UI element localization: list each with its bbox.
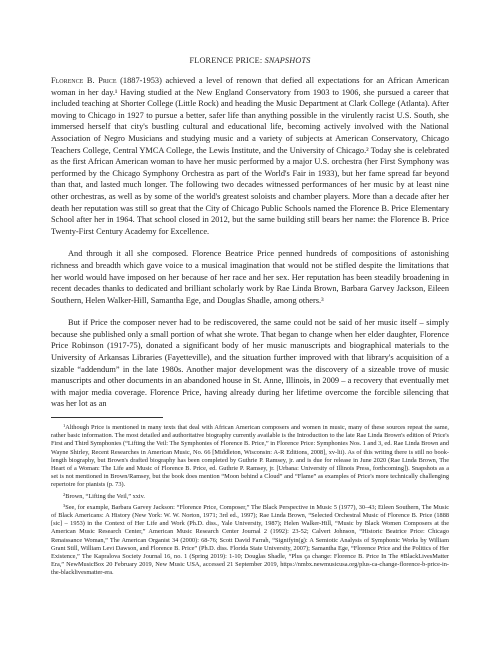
footnote-3 — [51, 502, 449, 578]
paragraph-1-text: (1887-1953) achieved a level of renown that defied all expectations for an African American woman in her day.¹ Having studied at the New England Conservatory from 1903 to 1906, she pursued a career that included teaching at Shorter College (Little Rock) and heading the Music Department at Clark College (Atlanta). After moving to Chicago in 1927 to pursue a better, safer life than anything possible in the virulently racist U.S. South, she immersed herself that city's bustling cultural and educational life, becoming actively involved with the National Association of Negro Musicians and studying music and a variety of subjects at American Conservatory, Chicago Teachers College, Central YMCA College, the Lewis Institute, and the University of Chicago.² Today she is celebrated as the first African American woman to have her music performed by a major U.S. orchestra (her First Symphony was performed by the Chicago Symphony Orchestra as part of the World's Fair in 1933), but her fame spread far beyond than that, and lasted much longer. The following two decades witnessed performances of her music by at least nine other orchestras, as well as by some of the world's greatest soloists and chamber players. More than a decade after her death her reputation was still so great that the City of Chicago Public Schools named the Florence B. Price Elementary School after her in 1964. That school closed in 2012, but the same building still bears her name: the Florence B. Price Twenty-First Century Academy for Excellence. — [51, 76, 450, 236]
body-paragraph-1 — [51, 75, 449, 237]
footnote-1 — [51, 422, 449, 490]
footnote-2-text: Brown, “Lifting the Veil,” xxiv. — [65, 492, 145, 500]
body-paragraph-3 — [51, 317, 449, 410]
paragraph-2-text: And through it all she composed. Florence Beatrice Price penned hundreds of compositions of astonishing richness and breadth which gave voice to a musical imagination that would not be stifled despite the limitations that her world would have imposed on her because of her race and her sex. Her reputation has been steadily broadening in recent decades thanks to dedicated and brilliant scholarly work by Rae Linda Brown, Barbara Garvey Jackson, Eileen Southern, Helen Walker-Hill, Samantha Ege, and Douglas Shadle, among others.³ — [51, 249, 449, 305]
footnote-2 — [51, 491, 449, 501]
paragraph-3-text: But if Price the composer never had to be rediscovered, the same could not be said of her music itself – simply because she published only a small portion of what she wrote. That began to change when her elder daughter, Florence Price Robinson (1917-75), donated a significant body of her music manuscripts and biographical materials to the University of Arkansas Libraries (Fayetteville), and the situation further improved with that library's acquisition of a sizable “addendum” in the late 1980s. Another major development was the discovery of a sizeable trove of music manuscripts and other documents in an abandoned house in St. Anne, Illinois, in 2009 – a recovery that eventually met with major media coverage. Florence Price, having already during her lifetime overcome the forcible silencing that was her lot as an — [51, 318, 449, 409]
header-title: SNAPSHOTS — [264, 56, 311, 65]
footnote-1-text: Although Price is mentioned in many texts that deal with African American composers and women in music, many of these sources repeat the same, rather basic information. The most detailed and authoritative biography currently available is the Introduction to the late Rae Linda Brown's edition of Price's First and Third Symphonies (“Lifting the Veil: The Symphonies of Florence B. Price,” in Florence Price: Symphonies Nos. 1 and 3, ed. Rae Linda Brown and Wayne Shirley, Recent Researches in American Music, No. 66 [Middleton, Wisconsin: A-R Editions, 2008], xv-lii). As of this writing there is still no book-length biography, but Brown's drafted biography has been completed by Guthrie P. Ramsey, jr. and is due for release in June 2020 (Rae Linda Brown, The Heart of a Woman: The Life and Music of Florence B. Price, ed. Guthrie P. Ramsey, jr. [Urbana: University of Illinois Press, forthcoming]). Snapshots as a set is not mentioned in Brown/Ramsey, but the book does mention “Moon behind a Cloud” and “Flame” as examples of Price's more technically challenging repertoire for pianists (p. 73). — [51, 424, 449, 489]
footnote-divider — [51, 417, 163, 418]
footnote-3-marker: 3 — [63, 502, 66, 508]
footnote-1-marker: 1 — [63, 423, 66, 429]
paragraph-lead-name: Florence B. Price — [51, 76, 117, 85]
running-header — [51, 56, 449, 66]
body-paragraph-2 — [51, 248, 449, 306]
header-author: FLORENCE PRICE: — [189, 56, 265, 65]
footnote-2-marker: 2 — [63, 491, 66, 497]
footnote-3-text: See, for example, Barbara Garvey Jackson: “Florence Price, Composer,” The Black Perspective in Music 5 (1977), 30–43; Eileen Southern, The Music of Black Americans: A History (New York: W. W. Norton, 1971; 3rd ed., 1997); Rae Linda Brown, “Selected Orchestral Music of Florence B. Price (1888 [sic] – 1953) in the Context of Her Life and Work (Ph.D. diss., Yale University, 1987); Helen Walker-Hill, “Music by Black Women Composers at the American Music Research Center,” American Music Research Center Journal 2 (1992): 23-52; Calvert Johnson, “Historic Beatrice Price: Chicago Renaissance Woman,” The American Organist 34 (2000): 68-76; Scott David Farrah, “Signifyin(g): A Semiotic Analysis of Symphonic Works by William Grant Still, William Levi Dawson, and Florence B. Price” (Ph.D. diss. Florida State University, 2007); Samantha Ege, “Florence Price and the Politics of Her Existence,” The Kapralova Society Journal 16, no. 1 (Spring 2019): 1-10; Douglas Shadle, “Plus ça change: Florence B. Price In The #BlackLivesMatter Era,” NewMusicBox 20 February 2019, New Music USA, accessed 21 September 2019, https://nmbx.newmusicusa.org/plus-ca-change-florence-b-price-in-the-blacklivesmatter-era. — [51, 503, 449, 577]
